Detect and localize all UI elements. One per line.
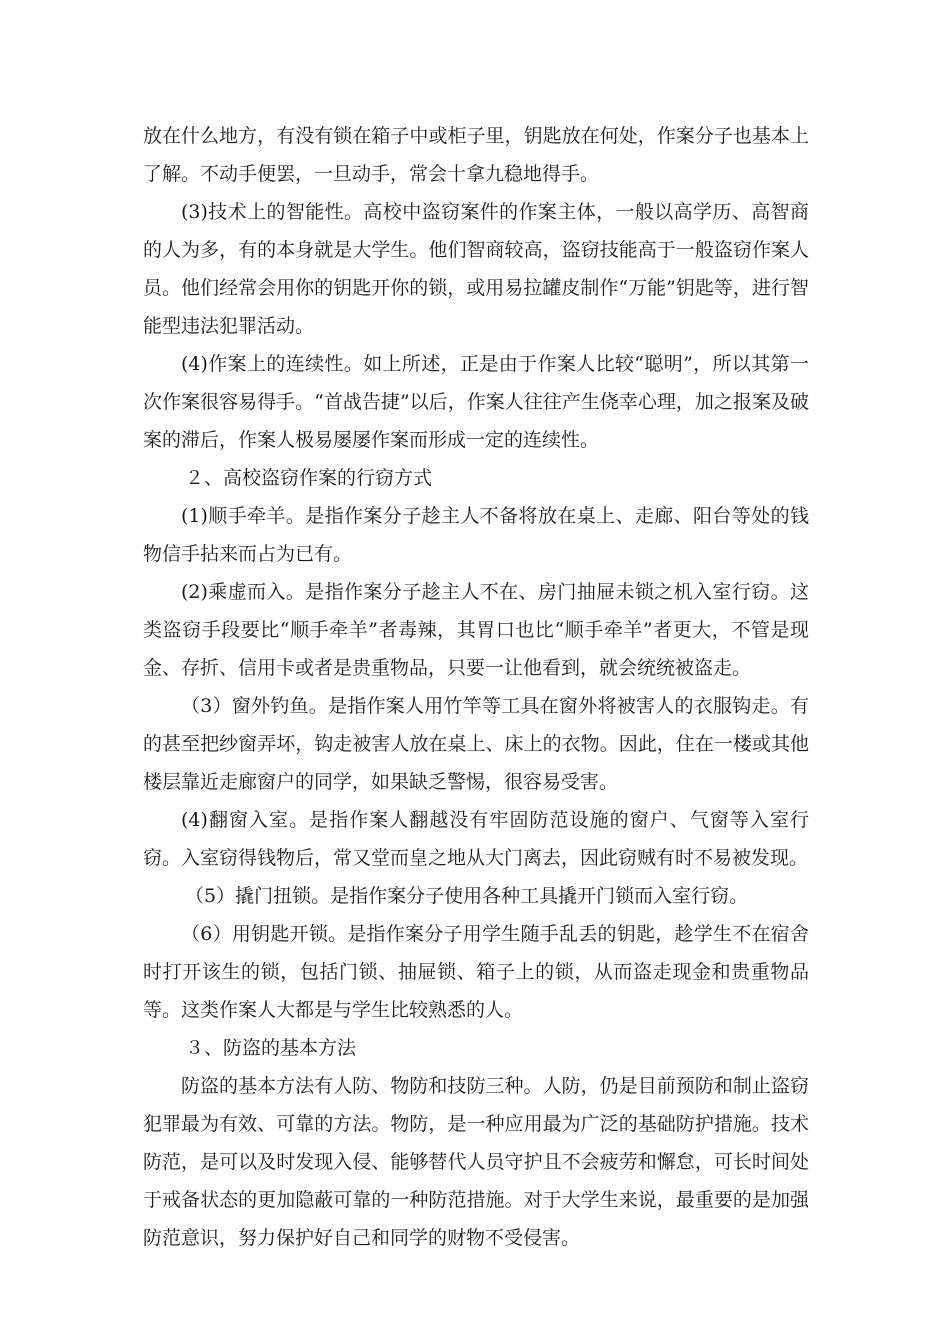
paragraph-method-5: （5）撬门扭锁。是指作案分子使用各种工具撬开门锁而入室行窃。	[185, 885, 749, 907]
paragraph-method-6: （6）用钥匙开锁。是指作案分子用学生随手乱丢的钥匙，趁学生不在宿舍时打开该生的锁，包括门锁、抽屉锁、箱子上的锁，从而盗走现金和贵重物品等。这类作案人大都是与学生比较熟悉的人。	[143, 923, 809, 1021]
paragraph-method-4: (4)翻窗入室。是指作案人翻越没有牢固防范设施的窗户、气窗等入室行窃。入室窃得钱物后，常又堂而皇之地从大门离去，因此窃贼有时不易被发现。	[143, 809, 809, 869]
paragraph-continuity: (4)作案上的连续性。如上所述，正是由于作案人比较“聪明”，所以其第一次作案很容易得手。“首战告捷”以后，作案人往往产生侥幸心理，加之报案及破案的滞后，作案人极易屡屡作案而形成一定的连续性。	[143, 353, 809, 451]
paragraph-method-3: （3）窗外钓鱼。是指作案人用竹竿等工具在窗外将被害人的衣服钩走。有的甚至把纱窗弄坏，钩走被害人放在桌上、床上的衣物。因此，住在一楼或其他楼层靠近走廊窗户的同学，如果缺乏警惕，很容易受害。	[143, 695, 809, 793]
paragraph-technical-intelligence: (3)技术上的智能性。高校中盗窃案件的作案主体，一般以高学历、高智商的人为多，有的本身就是大学生。他们智商较高，盗窃技能高于一般盗窃作案人员。他们经常会用你的钥匙开你的锁，或用易拉罐皮制作“万能”钥匙等，进行智能型违法犯罪活动。	[143, 201, 809, 337]
paragraph-prevention: 防盗的基本方法有人防、物防和技防三种。人防，仍是目前预防和制止盗窃犯罪最为有效、可靠的方法。物防，是一种应用最为广泛的基础防护措施。技术防范，是可以及时发现入侵、能够替代人员守护且不会疲劳和懈怠，可长时间处于戒备状态的更加隐蔽可靠的一种防范措施。对于大学生来说，最重要的是加强防范意识，努力保护好自己和同学的财物不受侵害。	[143, 1075, 809, 1249]
section-heading-theft-methods: ２、高校盗窃作案的行窃方式	[185, 467, 433, 489]
document-body	[143, 117, 809, 1257]
paragraph-method-2: (2)乘虚而入。是指作案分子趁主人不在、房门抽屉未锁之机入室行窃。这类盗窃手段要比“顺手牵羊”者毒辣，其胃口也比“顺手牵羊”者更大，不管是现金、存折、信用卡或者是贵重物品，只要一让他看到，就会统统被盗走。	[143, 581, 809, 679]
paragraph-1: 放在什么地方，有没有锁在箱子中或柜子里，钥匙放在何处，作案分子也基本上了解。不动手便罢，一旦动手，常会十拿九稳地得手。	[143, 125, 809, 185]
paragraph-method-1: (1)顺手牵羊。是指作案分子趁主人不备将放在桌上、走廊、阳台等处的钱物信手拈来而占为已有。	[143, 505, 809, 565]
section-heading-prevention: ３、防盗的基本方法	[185, 1037, 357, 1059]
